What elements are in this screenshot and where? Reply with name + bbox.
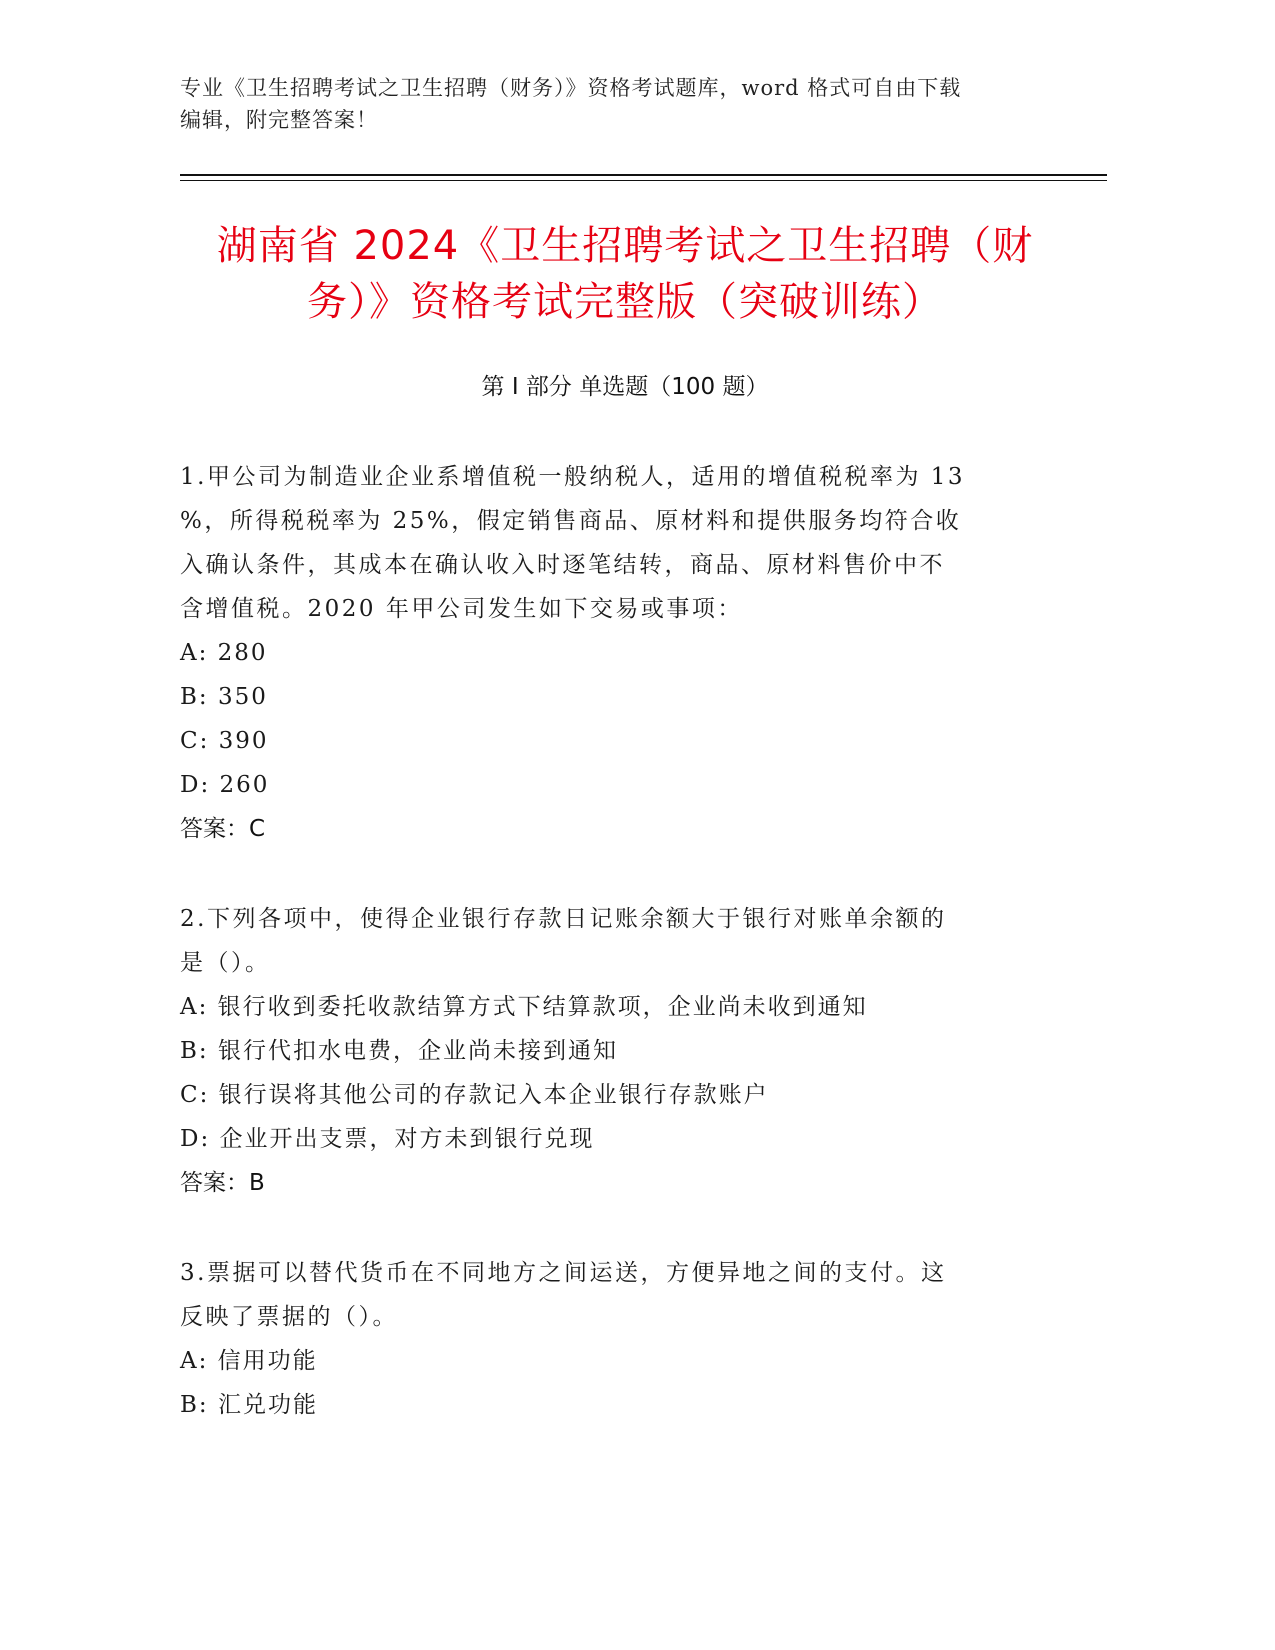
- question-1-stem-line-4: 含增值税。2020 年甲公司发生如下交易或事项：: [180, 596, 743, 622]
- question-2-option-d: D: 企业开出支票，对方未到银行兑现: [180, 1126, 595, 1152]
- document-title: [180, 218, 1070, 330]
- question-2-stem-line-2: 是（）。: [180, 950, 271, 976]
- question-2-option-b: B: 银行代扣水电费，企业尚未接到通知: [180, 1038, 618, 1064]
- question-3-option-b: B: 汇兑功能: [180, 1392, 318, 1418]
- question-1-option-d: D: 260: [180, 772, 270, 798]
- question-1: [180, 455, 1030, 851]
- question-1-option-a: A: 280: [180, 640, 268, 666]
- header-note-line-2: 编辑，附完整答案！: [180, 108, 378, 132]
- question-1-option-c: C: 390: [180, 728, 269, 754]
- question-1-stem-line-3: 入确认条件，其成本在确认收入时逐笔结转，商品、原材料售价中不: [180, 552, 945, 578]
- question-2-option-a: A: 银行收到委托收款结算方式下结算款项，企业尚未收到通知: [180, 994, 868, 1020]
- header-note-line-1: 专业《卫生招聘考试之卫生招聘（财务）》资格考试题库，word 格式可自由下载: [180, 76, 962, 100]
- question-2: [180, 897, 1030, 1205]
- question-3: [180, 1251, 1030, 1427]
- header-divider-thin: [180, 180, 1107, 181]
- question-1-stem-line-1: 1.甲公司为制造业企业系增值税一般纳税人，适用的增值税税率为 13: [180, 464, 966, 490]
- question-list: [180, 455, 1030, 1473]
- section-title: 第 I 部分 单选题（100 题）: [481, 374, 769, 400]
- question-3-stem-line-1: 3.票据可以替代货币在不同地方之间运送，方便异地之间的支付。这: [180, 1260, 947, 1286]
- question-2-stem-line-1: 2.下列各项中，使得企业银行存款日记账余额大于银行对账单余额的: [180, 906, 947, 932]
- question-2-answer: 答案：B: [180, 1170, 265, 1196]
- question-1-option-b: B: 350: [180, 684, 268, 710]
- question-1-stem-line-2: %，所得税税率为 25%，假定销售商品、原材料和提供服务均符合收: [180, 508, 962, 534]
- question-2-option-c: C: 银行误将其他公司的存款记入本企业银行存款账户: [180, 1082, 769, 1108]
- question-1-answer: 答案：C: [180, 816, 266, 842]
- document-title-line-2: 务）》资格考试完整版（突破训练）: [307, 279, 943, 325]
- header-divider-thick: [180, 174, 1107, 176]
- document-title-line-1: 湖南省 2024《卫生招聘考试之卫生招聘（财: [216, 223, 1034, 269]
- header-note: [180, 72, 1040, 136]
- question-3-stem-line-2: 反映了票据的（）。: [180, 1304, 398, 1330]
- question-3-option-a: A: 信用功能: [180, 1348, 318, 1374]
